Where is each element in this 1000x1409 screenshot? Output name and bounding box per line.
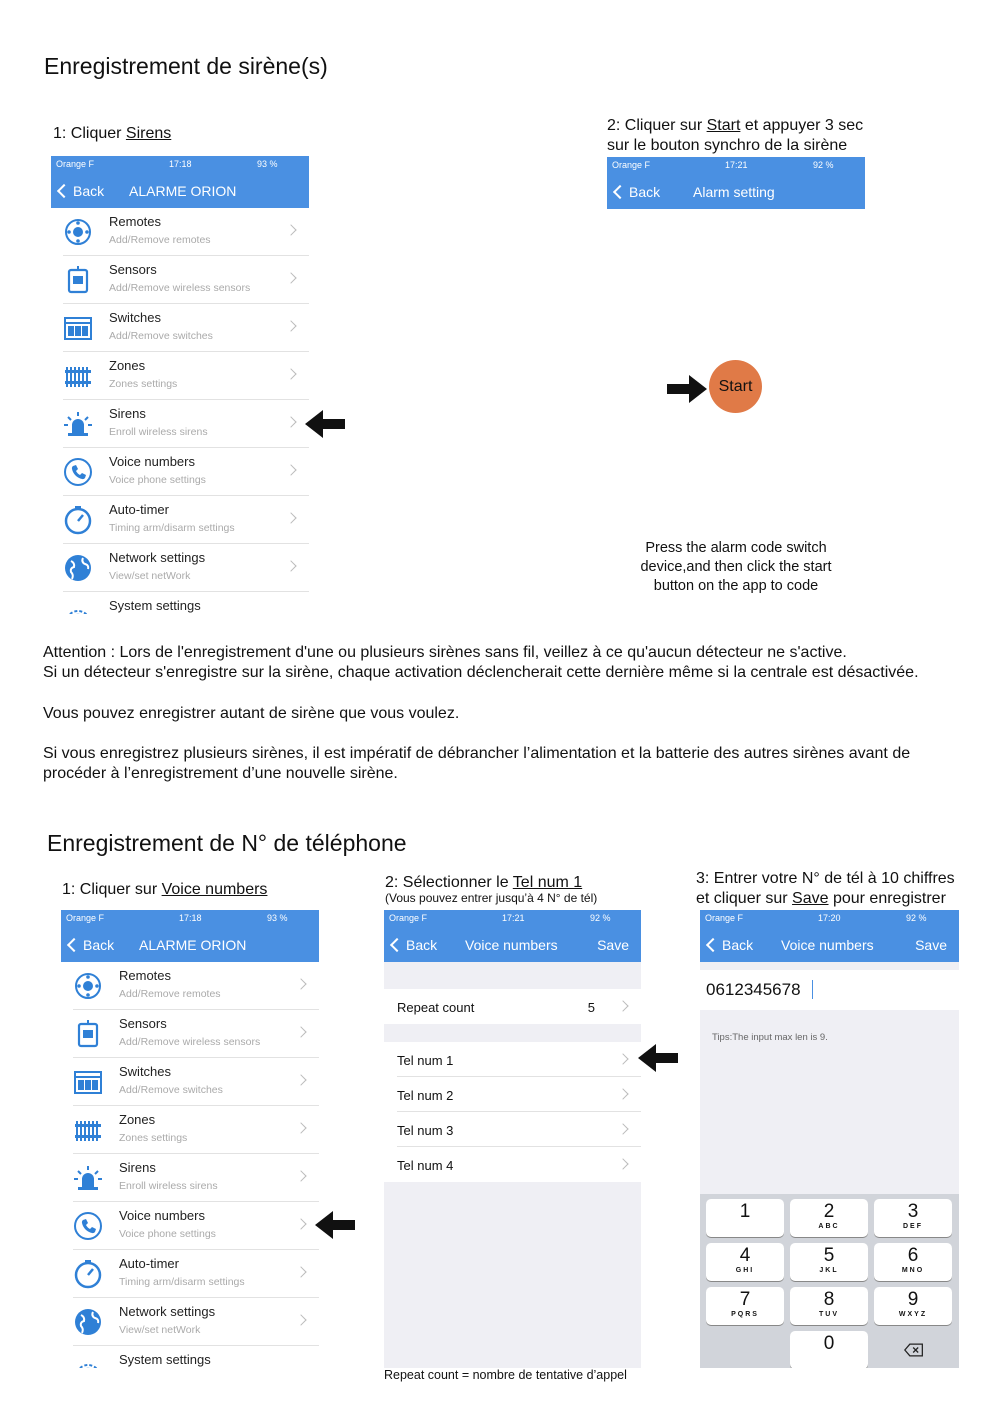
arrow-right-icon [665,372,709,406]
menu-item-subtitle: Zones settings [119,1132,188,1144]
key-3[interactable]: 3 DEF [874,1199,952,1237]
zones-icon [73,1115,103,1145]
menu-item-subtitle: Enroll wireless sirens [119,1180,218,1192]
menu-item-title: Switches [119,1064,172,1079]
menu-item-network-settings[interactable] [61,1298,319,1346]
menu-item-remotes[interactable] [61,962,319,1010]
tel-num-row-1[interactable]: Tel num 1 [384,1042,641,1077]
s2-step1-caption: 1: Cliquer sur Voice numbers [62,881,268,898]
status-bar: Orange F 17:21 92 % [607,157,865,174]
chevron-right-icon [285,224,296,235]
nav-bar [51,173,309,208]
menu-item-title: Sirens [119,1160,156,1175]
chevron-right-icon [295,1026,306,1037]
chevron-right-icon [295,1122,306,1133]
multiple-sirens-line2: procéder à l’enregistrement d’une nouvelle sirène. [43,765,398,782]
zones-icon [63,361,93,391]
chevron-right-icon [617,1053,628,1064]
chevron-left-icon [390,938,404,952]
phone-alarm-setting [607,157,865,209]
nav-title: Alarm setting [693,184,775,200]
back-button[interactable]: Back [59,183,104,199]
menu-item-title: Remotes [119,968,172,983]
status-bar: Orange F 17:20 92 % [700,910,959,927]
key-7[interactable]: 7 PQRS [706,1287,784,1325]
remote-icon [63,217,93,247]
attention-line2: Si un détecteur s'enregistre sur la sirène, chaque activation déclencherait cette dernière même si la centrale est désactivée. [43,664,919,681]
siren-icon [73,1163,103,1193]
step1-caption: 1: Cliquer Sirens [53,125,172,142]
nav-title: Voice numbers [465,937,558,953]
menu-item-subtitle: Voice phone settings [119,1228,216,1240]
menu-item-title: System settings [119,1352,211,1367]
step2-caption: 2: Cliquer sur Start et appuyer 3 sec sur le bouton synchro de la sirène [607,117,864,154]
menu-item-subtitle: View/set netWork [109,570,191,582]
remote-icon [73,971,103,1001]
menu-item-subtitle: Add/Remove switches [109,330,213,342]
chevron-right-icon [285,368,296,379]
chevron-right-icon [285,272,296,283]
menu-item-switches[interactable] [61,1058,319,1106]
chevron-right-icon [617,1088,628,1099]
menu-item-title: Network settings [109,550,206,565]
menu-item-subtitle: Add/Remove wireless sensors [119,1036,261,1048]
phone-number-field[interactable]: 0612345678 [700,970,959,1010]
chevron-right-icon [295,1218,306,1229]
tel-num-row-4[interactable]: Tel num 4 [384,1147,641,1182]
s2-step2-caption: 2: Sélectionner le Tel num 1 $^{(Vous pouvez entrer jusqu’à 4 N^\circ de tél)}$ [385,874,598,905]
gear-icon [63,601,93,614]
press-instructions: Press the alarm code switch device,and then click the start button on the app to code [640,540,832,594]
status-bar: Orange F 17:18 93 % [51,156,309,173]
menu-item-title: Voice numbers [109,454,195,469]
menu-item-subtitle: Voice phone settings [109,474,206,486]
back-button[interactable]: Back [69,937,114,953]
arrow-left-icon [303,407,347,441]
chevron-right-icon [617,1158,628,1169]
menu-item-subtitle: Timing arm/disarm settings [119,1276,245,1288]
attention-line1: Attention : Lors de l'enregistrement d'une ou plusieurs sirènes sans fil, veillez à ce qu'aucun détecteur ne s'active. [43,644,847,661]
back-button[interactable]: Back [708,937,753,953]
menu-item-subtitle: Enroll wireless sirens [109,426,208,438]
menu-item-subtitle: Add/Remove remotes [119,988,221,1000]
text-cursor [812,980,813,999]
switch-icon [73,1067,103,1097]
menu-item-sirens[interactable] [61,1154,319,1202]
repeat-count-row[interactable]: Repeat count 5 [384,989,641,1024]
menu-item-system-settings[interactable] [51,592,309,614]
menu-item-title: Zones [109,358,146,373]
menu-item-subtitle: Zones settings [109,378,178,390]
input-tips: Tips:The input max len is 9. [712,1032,828,1043]
menu-item-title: Sensors [109,262,157,277]
chevron-right-icon [295,1074,306,1085]
chevron-right-icon [295,978,306,989]
chevron-right-icon [285,464,296,475]
phone-icon [63,457,93,487]
globe-icon [73,1307,103,1337]
menu-item-title: Auto-timer [119,1256,179,1271]
key-2[interactable]: 2 ABC [790,1199,868,1237]
chevron-right-icon [295,1314,306,1325]
menu-item-title: Auto-timer [109,502,169,517]
chevron-right-icon [295,1170,306,1181]
menu-item-subtitle: View/set netWork [119,1324,201,1336]
s2-step3-caption: 3: Entrer votre N° de tél à 10 chiffres et cliquer sur Save pour enregistrer [696,870,955,907]
chevron-left-icon [706,938,720,952]
menu-item-title: Zones [119,1112,156,1127]
menu-item-title: Voice numbers [119,1208,205,1223]
menu-item-title: Sirens [109,406,146,421]
nav-title: ALARME ORION [129,183,237,199]
nav-bar [607,174,865,209]
menu-item-remotes[interactable] [51,208,309,256]
chevron-right-icon [285,512,296,523]
menu-item-subtitle: Add/Remove wireless sensors [109,282,251,294]
switch-icon [63,313,93,343]
chevron-right-icon [617,1123,628,1134]
chevron-left-icon [57,184,71,198]
menu-item-auto-timer[interactable] [51,496,309,544]
key-1[interactable]: 1 [706,1199,784,1237]
menu-item-voice-numbers[interactable] [61,1202,319,1250]
key-5[interactable]: 5 JKL [790,1243,868,1281]
save-button[interactable]: Save [915,937,947,953]
nav-bar [61,927,319,962]
key-8[interactable]: 8 TUV [790,1287,868,1325]
menu-item-network-settings[interactable] [51,544,309,592]
chevron-right-icon [295,1266,306,1277]
nav-title: Voice numbers [781,937,874,953]
chevron-right-icon [285,320,296,331]
menu-item-zones[interactable] [51,352,309,400]
back-button[interactable]: Back [615,184,660,200]
key-9[interactable]: 9 WXYZ [874,1287,952,1325]
chevron-right-icon [285,560,296,571]
menu-item-sensors[interactable] [51,256,309,304]
sensor-icon [63,265,93,295]
menu-item-title: Network settings [119,1304,216,1319]
phone-menu-sirens [51,156,309,614]
menu-item-subtitle: Add/Remove switches [119,1084,223,1096]
menu-item-sensors[interactable] [61,1010,319,1058]
tel-num-row-3[interactable]: Tel num 3 [384,1112,641,1147]
chevron-left-icon [67,938,81,952]
phone-menu-voice [61,910,319,1368]
chevron-right-icon [617,1000,628,1011]
menu-item-title: Remotes [109,214,162,229]
repeat-count-footnote: Repeat count = nombre de tentative d’appel [384,1368,627,1382]
phone-voice-list [384,910,641,1368]
menu-item-switches[interactable] [51,304,309,352]
start-button[interactable]: Start [709,360,762,413]
siren-icon [63,409,93,439]
menu-item-title: Sensors [119,1016,167,1031]
menu-item-auto-timer[interactable] [61,1250,319,1298]
timer-icon [63,505,93,535]
tel-num-row-2[interactable]: Tel num 2 [384,1077,641,1112]
multiple-sirens-line1: Si vous enregistrez plusieurs sirènes, il est impératif de débrancher l’alimentation et la batterie des autres sirènes avant de [43,745,911,762]
unlimited-sirens-text: Vous pouvez enregistrer autant de sirène que vous voulez. [43,705,460,722]
status-bar: Orange F 17:18 93 % [61,910,319,927]
menu-item-title: System settings [109,598,201,613]
menu-item-zones[interactable] [61,1106,319,1154]
key-4[interactable]: 4 GHI [706,1243,784,1281]
chevron-left-icon [613,185,627,199]
sensor-icon [73,1019,103,1049]
menu-item-subtitle: Add/Remove remotes [109,234,211,246]
section2-title: Enregistrement de N° de téléphone [47,830,407,856]
nav-bar [700,927,959,962]
gear-icon [73,1355,103,1368]
key-0[interactable]: 0 [790,1331,868,1368]
backspace-key[interactable] [874,1331,952,1368]
arrow-left-icon [636,1041,680,1075]
menu-item-voice-numbers[interactable] [51,448,309,496]
phone-icon [73,1211,103,1241]
nav-bar [384,927,641,962]
section1-title: Enregistrement de sirène(s) [44,53,328,79]
menu-item-subtitle: Timing arm/disarm settings [109,522,235,534]
chevron-right-icon [285,416,296,427]
menu-item-system-settings[interactable] [61,1346,319,1368]
save-button[interactable]: Save [597,937,629,953]
nav-title: ALARME ORION [139,937,247,953]
arrow-left-icon [313,1208,357,1242]
backspace-icon [904,1343,924,1357]
back-button[interactable]: Back [392,937,437,953]
globe-icon [63,553,93,583]
numeric-keypad [700,1194,959,1368]
menu-item-title: Switches [109,310,162,325]
status-bar: Orange F 17:21 92 % [384,910,641,927]
key-6[interactable]: 6 MNO [874,1243,952,1281]
phone-number-input [700,910,959,1368]
menu-item-sirens[interactable] [51,400,309,448]
timer-icon [73,1259,103,1289]
